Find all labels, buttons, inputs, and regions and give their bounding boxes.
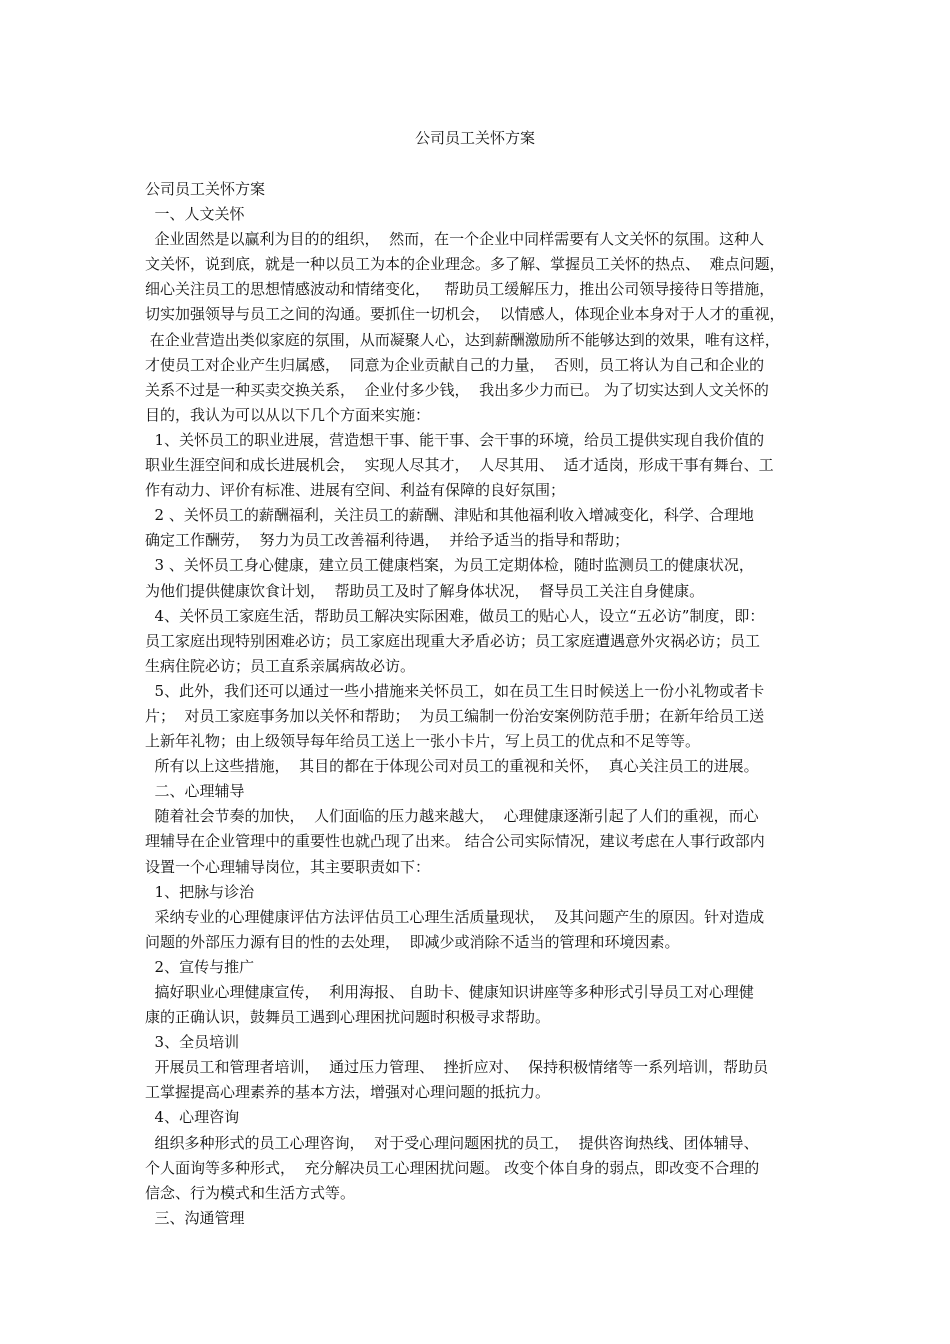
text-line: 公司员工关怀方案 [145,180,266,198]
text-line: 一、人文关怀 [145,205,245,224]
text-line: 为他们提供健康饮食计划， 帮助员工及时了解身体状况， 督导员工关注自身健康。 [145,581,705,600]
text-line: 1、把脉与诊治 [145,882,255,901]
text-line: 关系不过是一种买卖交换关系， 企业付多少钱， 我出多少力而已。 为了切实达到人文关怀的 [145,380,769,399]
text-line: 才使员工对企业产生归属感， 同意为企业贡献自己的力量， 否则，员工将认为自己和企业的 [145,355,765,374]
text-line: 目的，我认为可以从以下几个方面来实施： [145,405,431,424]
text-line: 3 、关怀员工身心健康，建立员工健康档案，为员工定期体检，随时监测员工的健康状况， [145,556,754,575]
text-line: 4、心理咨询 [145,1108,240,1127]
text-line: 设置一个心理辅导岗位，其主要职责如下： [145,857,431,876]
text-line: 上新年礼物；由上级领导每年给员工送上一张小卡片，写上员工的优点和不足等等。 [145,732,701,751]
text-line: 2 、关怀员工的薪酬福利，关注员工的薪酬、津贴和其他福利收入增减变化，科学、合理地 [145,506,754,525]
text-line: 搞好职业心理健康宣传， 利用海报、 自助卡、健康知识讲座等多种形式引导员工对心理健 [145,983,754,1001]
text-line: 采纳专业的心理健康评估方法评估员工心理生活质量现状， 及其问题产生的原因。针对造成 [145,907,765,926]
text-line: 生病住院必访；员工直系亲属病故必访。 [145,656,416,675]
text-line: 工掌握提高心理素养的基本方法，增强对心理问题的抵抗力。 [145,1083,551,1102]
text-line: 细心关注员工的思想情感波动和情绪变化， 帮助员工缓解压力，推出公司领导接待日等措施， [145,280,775,299]
text-line: 所有以上这些措施， 其目的都在于体现公司对员工的重视和关怀， 真心关注员工的进展。 [145,757,759,776]
text-line: 组织多种形式的员工心理咨询， 对于受心理问题困扰的员工， 提供咨询热线、团体辅导、 [145,1133,759,1152]
text-line: 4、关怀员工家庭生活，帮助员工解决实际困难，做员工的贴心人，设立“五必访”制度，即： [145,606,765,625]
text-line: 2、宣传与推广 [145,957,255,976]
text-line: 5、此外，我们还可以通过一些小措施来关怀员工，如在员工生日时候送上一份小礼物或者卡 [145,681,765,700]
text-line: 企业固然是以赢利为目的的组织， 然而，在一个企业中同样需要有人文关怀的氛围。这种人 [145,230,765,249]
text-line: 二、心理辅导 [145,782,245,801]
text-line: 3、全员培训 [145,1033,240,1052]
text-line: 在企业营造出类似家庭的氛围，从而凝聚人心，达到薪酬激励所不能够达到的效果，唯有这样， [145,330,780,349]
text-line: 问题的外部压力源有目的性的去处理， 即减少或消除不适当的管理和环境因素。 [145,932,680,951]
text-line: 员工家庭出现特别困难必访；员工家庭出现重大矛盾必访；员工家庭遭遇意外灾祸必访；员工 [145,631,761,650]
text-line: 随着社会节奏的加快， 人们面临的压力越来越大， 心理健康逐渐引起了人们的重视，而心 [145,807,759,826]
text-line: 文关怀，说到底，就是一种以员工为本的企业理念。多了解、掌握员工关怀的热点、 难点问题， [145,255,785,274]
document-body [145,177,825,1231]
text-line: 理辅导在企业管理中的重要性也就凸现了出来。 结合公司实际情况，建议考虑在人事行政部内 [145,832,765,851]
text-line: 康的正确认识，鼓舞员工遇到心理困扰问题时积极寻求帮助。 [145,1008,551,1027]
text-line: 片； 对员工家庭事务加以关怀和帮助； 为员工编制一份治安案例防范手册；在新年给员工送 [145,706,765,725]
text-line: 确定工作酬劳， 努力为员工改善福利待遇， 并给予适当的指导和帮助； [145,531,630,550]
page-title: 公司员工关怀方案 [414,129,535,147]
text-line: 三、沟通管理 [145,1208,245,1227]
text-line: 开展员工和管理者培训， 通过压力管理、 挫折应对、 保持积极情绪等一系列培训，帮助员 [145,1058,769,1077]
text-line: 职业生涯空间和成长进展机会， 实现人尽其才， 人尽其用、 适才适岗，形成干事有舞台、工 [145,456,774,475]
text-line: 个人面询等多种形式， 充分解决员工心理困扰问题。 改变个体自身的弱点，即改变不合理的 [145,1158,760,1177]
text-line: 作有动力、评价有标准、进展有空间、利益有保障的良好氛围； [145,481,566,500]
text-line: 1、关怀员工的职业进展，营造想干事、能干事、会干事的环境，给员工提供实现自我价值的 [145,430,765,449]
text-line: 信念、行为模式和生活方式等。 [145,1183,356,1202]
text-line: 切实加强领导与员工之间的沟通。要抓住一切机会， 以情感人，体现企业本身对于人才的重视， [145,305,785,324]
